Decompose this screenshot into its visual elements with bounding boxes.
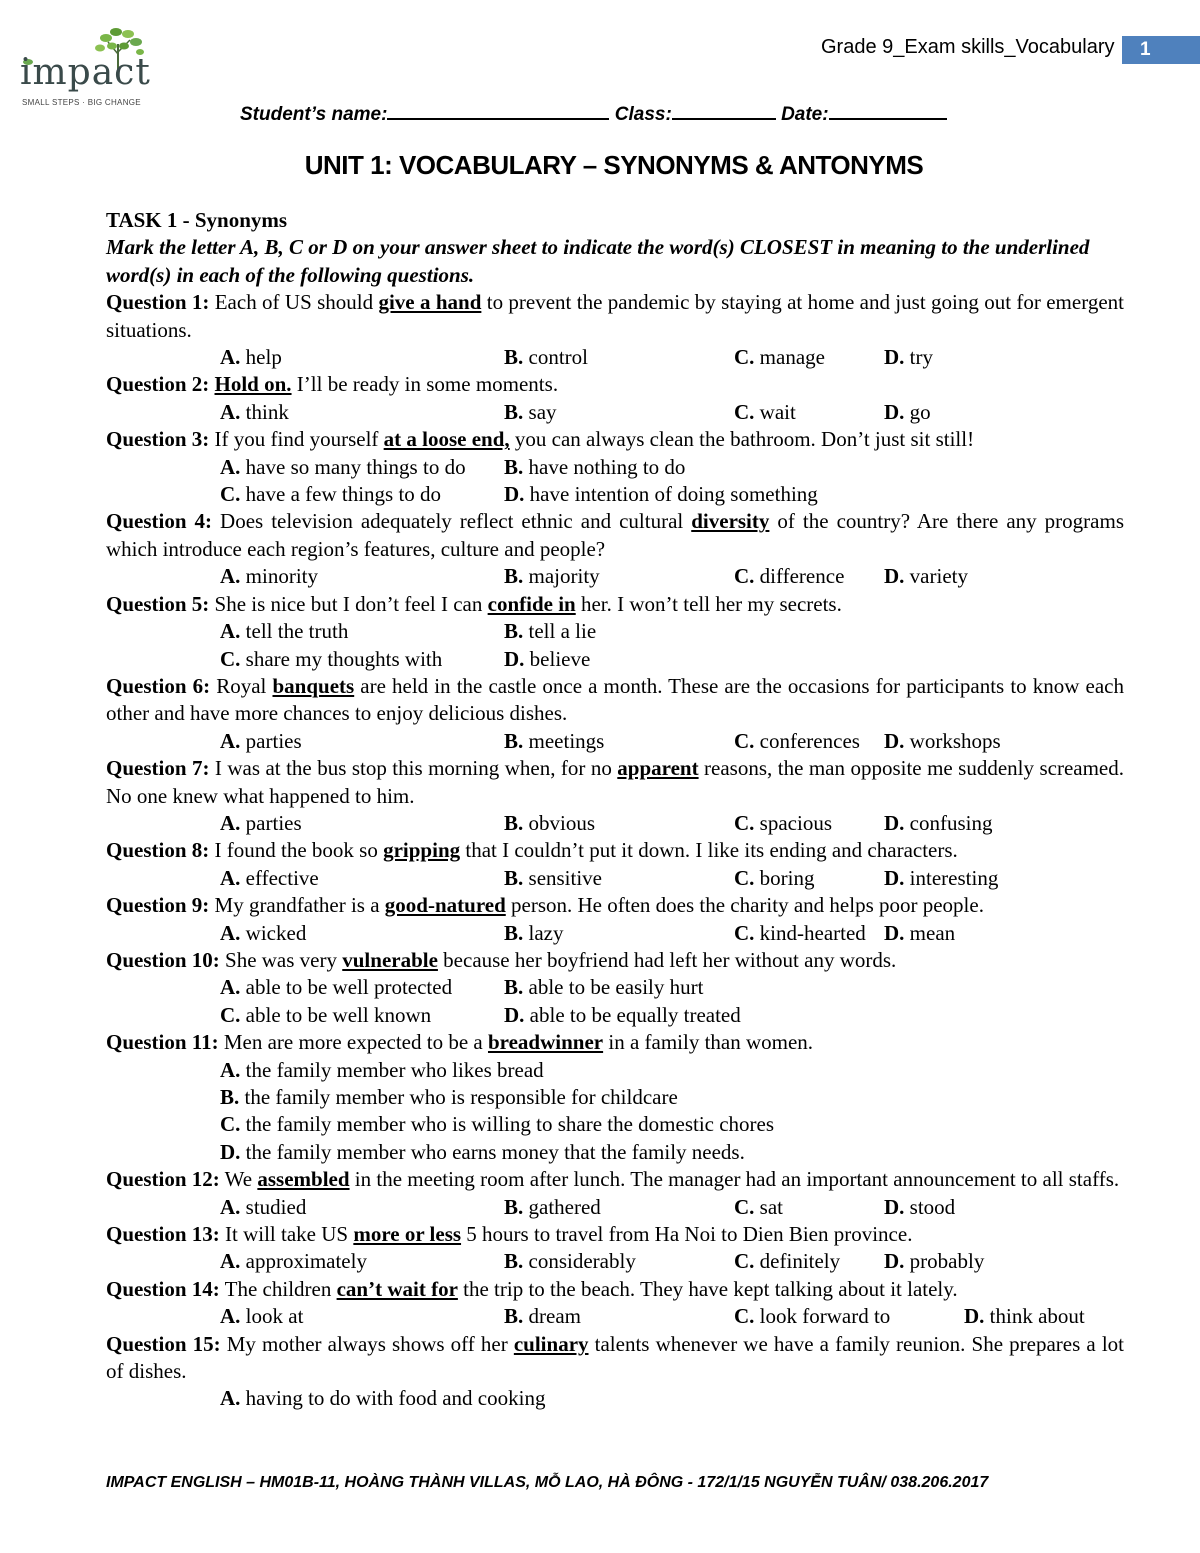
option-letter: A.	[220, 1304, 241, 1329]
answer-option-d[interactable]	[504, 646, 590, 673]
option-text: approximately	[245, 1249, 367, 1274]
answer-option-d[interactable]	[884, 563, 968, 590]
option-text: stood	[909, 1194, 956, 1219]
answer-option-a[interactable]	[220, 974, 504, 1001]
question-text: Each of US should	[209, 290, 379, 315]
option-letter: B.	[504, 1304, 524, 1329]
question-text: in a family than women.	[603, 1030, 814, 1055]
option-letter: B.	[504, 619, 524, 644]
option-text: definitely	[759, 1249, 841, 1274]
unit-title: UNIT 1: VOCABULARY – SYNONYMS & ANTONYMS	[304, 150, 924, 180]
answer-option-d[interactable]	[220, 1139, 1124, 1166]
option-text: try	[909, 345, 933, 370]
option-text: have a few things to do	[245, 482, 442, 507]
question-text: If you find yourself	[209, 427, 384, 452]
question-5	[106, 591, 1124, 618]
option-text: obvious	[528, 810, 596, 835]
option-text: sensitive	[528, 865, 603, 890]
option-letter: D.	[884, 399, 905, 424]
answer-option-a[interactable]	[220, 1248, 504, 1275]
student-info-line	[240, 100, 947, 126]
option-text: interesting	[909, 865, 999, 890]
option-letter: B.	[504, 865, 524, 890]
option-text: able to be well protected	[245, 975, 453, 1000]
options-row	[106, 1303, 1124, 1330]
option-letter: B.	[504, 728, 524, 753]
question-text: to prevent the pandemic by staying at home and just going out for emergent situations.	[106, 290, 1124, 342]
answer-option-d[interactable]	[884, 865, 998, 892]
question-15	[106, 1331, 1124, 1386]
option-letter: A.	[220, 399, 241, 424]
underlined-term: Hold on.	[214, 372, 292, 397]
options-row	[106, 1385, 1124, 1412]
option-text: difference	[759, 564, 845, 589]
options-row	[106, 618, 1124, 645]
options-row	[106, 646, 1124, 673]
answer-option-b[interactable]	[504, 454, 685, 481]
answer-option-d[interactable]	[964, 1303, 1085, 1330]
date-label: Date:	[781, 104, 829, 125]
document-header-title: Grade 9_Exam skills_Vocabulary	[821, 36, 1115, 58]
answer-option-c[interactable]	[734, 1303, 964, 1330]
question-text: I was at the bus stop this morning when, for no	[209, 756, 618, 781]
question-1	[106, 289, 1124, 344]
option-text: parties	[245, 728, 302, 753]
option-text: mean	[909, 920, 956, 945]
option-letter: A.	[220, 728, 241, 753]
underlined-term: apparent	[617, 756, 699, 781]
question-label: Question 3:	[106, 427, 210, 452]
options-row	[106, 1194, 1124, 1221]
answer-option-b[interactable]	[220, 1084, 1124, 1111]
logo-wordmark: impact	[20, 52, 151, 93]
question-text: reasons, the man opposite me suddenly screamed. No one knew what happened to him.	[106, 756, 1124, 808]
answer-option-c[interactable]	[220, 481, 504, 508]
answer-option-b[interactable]	[504, 810, 734, 837]
option-text: dream	[528, 1304, 581, 1329]
question-label: Question 2:	[106, 372, 210, 397]
option-letter: A.	[220, 454, 241, 479]
question-9	[106, 892, 1124, 919]
option-text: the family member who is willing to share the domestic chores	[245, 1112, 775, 1137]
question-text: Royal	[210, 673, 273, 698]
answer-option-a[interactable]	[220, 865, 504, 892]
option-letter: A.	[220, 1057, 241, 1082]
answer-option-c[interactable]	[220, 646, 504, 673]
option-text: think about	[989, 1304, 1085, 1329]
option-text: have nothing to do	[528, 454, 686, 479]
question-text: She is nice but I don’t feel I can	[209, 591, 488, 616]
question-text: because her boyfriend had left her without any words.	[437, 947, 897, 972]
answer-option-d[interactable]	[884, 810, 993, 837]
question-label: Question 10:	[106, 947, 220, 972]
answer-option-c[interactable]	[734, 1194, 884, 1221]
answer-option-b[interactable]	[504, 728, 734, 755]
options-row	[106, 728, 1124, 755]
underlined-term: breadwinner	[487, 1030, 604, 1055]
option-text: majority	[528, 564, 600, 589]
option-letter: B.	[504, 564, 524, 589]
underlined-term: more or less	[353, 1222, 462, 1247]
option-letter: C.	[734, 865, 755, 890]
question-text: Does television adequately reflect ethnic and cultural	[212, 509, 692, 534]
question-text: are held in the castle once a month. These are the occasions for participants to know each other and have more chances to enjoy delicious dishes.	[106, 673, 1124, 726]
answer-option-c[interactable]	[734, 399, 884, 426]
question-11	[106, 1029, 1124, 1056]
student-name-label: Student’s name:	[240, 104, 388, 125]
underlined-term: give a hand	[378, 290, 482, 315]
underlined-term: can’t wait for	[336, 1276, 458, 1301]
question-7	[106, 755, 1124, 810]
option-text: lazy	[528, 920, 564, 945]
class-blank[interactable]	[672, 100, 776, 120]
underlined-term: diversity	[691, 509, 770, 534]
option-letter: C.	[734, 345, 755, 370]
option-letter: B.	[504, 810, 524, 835]
option-text: kind-hearted	[759, 920, 866, 945]
option-letter: B.	[504, 345, 524, 370]
option-text: confusing	[909, 810, 993, 835]
answer-option-a[interactable]	[220, 454, 504, 481]
student-name-blank[interactable]	[387, 100, 609, 120]
question-text: her. I won’t tell her my secrets.	[575, 591, 842, 616]
question-label: Question 5:	[106, 591, 210, 616]
option-letter: A.	[220, 564, 241, 589]
task-instruction: Mark the letter A, B, C or D on your answer sheet to indicate the word(s) CLOSEST in meaning to the underlined word(s) in each of the following questions.	[106, 235, 1090, 287]
answer-option-c[interactable]	[734, 865, 884, 892]
answer-option-a[interactable]	[220, 1303, 504, 1330]
page-footer: IMPACT ENGLISH – HM01B-11, HOÀNG THÀNH VILLAS, MỖ LAO, HÀ ĐÔNG - 172/1/15 NGUYỄN TUÂN/ 038.206.2017	[106, 1474, 989, 1491]
option-letter: D.	[884, 865, 905, 890]
option-text: parties	[245, 810, 302, 835]
option-text: control	[528, 345, 588, 370]
question-10	[106, 947, 1124, 974]
options-row	[106, 1248, 1124, 1275]
answer-option-a[interactable]	[220, 920, 504, 947]
option-letter: D.	[884, 920, 905, 945]
option-letter: B.	[504, 454, 524, 479]
options-row	[106, 1111, 1124, 1138]
date-blank[interactable]	[829, 100, 947, 120]
option-letter: A.	[220, 1194, 241, 1219]
option-letter: A.	[220, 975, 241, 1000]
option-letter: B.	[220, 1085, 240, 1109]
option-letter: C.	[220, 1112, 241, 1137]
option-letter: B.	[504, 399, 524, 424]
answer-option-d[interactable]	[504, 1002, 741, 1029]
answer-option-d[interactable]	[504, 481, 818, 508]
answer-option-b[interactable]	[504, 618, 596, 645]
answer-option-c[interactable]	[734, 1248, 884, 1275]
answer-option-c[interactable]	[220, 1111, 1124, 1138]
option-letter: D.	[884, 810, 905, 835]
question-label: Question 7:	[106, 756, 210, 781]
options-row	[106, 344, 1124, 371]
options-row	[106, 1002, 1124, 1029]
answer-option-a[interactable]	[220, 344, 504, 371]
option-letter: C.	[734, 1304, 755, 1329]
answer-option-c[interactable]	[220, 1002, 504, 1029]
option-text: have intention of doing something	[529, 482, 818, 507]
question-text: in the meeting room after lunch. The manager had an important announcement to all staffs.	[349, 1167, 1120, 1192]
answer-option-c[interactable]	[734, 728, 884, 755]
option-text: tell a lie	[528, 619, 597, 644]
answer-option-d[interactable]	[884, 344, 933, 371]
option-letter: B.	[504, 1194, 524, 1219]
underlined-term: vulnerable	[342, 947, 438, 972]
option-text: spacious	[759, 810, 832, 835]
question-label: Question 6:	[106, 673, 211, 698]
question-list	[106, 289, 1124, 1413]
option-text: wicked	[245, 920, 307, 945]
option-text: having to do with food and cooking	[245, 1386, 546, 1411]
answer-option-d[interactable]	[884, 728, 1001, 755]
answer-option-a[interactable]	[220, 399, 504, 426]
question-text: It will take US	[219, 1222, 354, 1247]
options-row	[106, 1139, 1124, 1166]
answer-option-d[interactable]	[884, 399, 931, 426]
question-text: person. He often does the charity and helps poor people.	[505, 893, 984, 918]
question-text: My mother always shows off her	[220, 1331, 514, 1356]
page-number-badge: 1	[1122, 36, 1200, 64]
answer-option-b[interactable]	[504, 920, 734, 947]
option-letter: C.	[734, 810, 755, 835]
question-3	[106, 426, 1124, 453]
answer-option-a[interactable]	[220, 618, 504, 645]
option-text: sat	[759, 1194, 783, 1219]
question-label: Question 11:	[106, 1030, 219, 1055]
option-text: conferences	[759, 728, 860, 753]
option-letter: A.	[220, 345, 241, 370]
option-letter: A.	[220, 920, 241, 945]
question-label: Question 15:	[106, 1331, 221, 1356]
option-letter: D.	[884, 1194, 905, 1219]
answer-option-b[interactable]	[504, 1303, 734, 1330]
option-text: share my thoughts with	[245, 646, 443, 671]
option-letter: A.	[220, 810, 241, 835]
answer-option-a[interactable]	[220, 1194, 504, 1221]
option-letter: D.	[220, 1139, 241, 1164]
option-text: gathered	[528, 1194, 601, 1219]
option-text: able to be equally treated	[529, 1002, 741, 1027]
options-row	[106, 563, 1124, 590]
option-text: think	[245, 399, 289, 424]
option-letter: A.	[220, 1249, 241, 1274]
option-text: say	[528, 399, 557, 424]
option-text: workshops	[909, 728, 1001, 753]
answer-option-d[interactable]	[884, 920, 955, 947]
option-letter: D.	[884, 1249, 905, 1274]
options-row	[106, 974, 1124, 1001]
option-letter: A.	[220, 865, 241, 890]
underlined-term: at a loose end,	[383, 427, 510, 452]
underlined-term: confide in	[487, 591, 576, 616]
impact-logo	[16, 24, 156, 114]
options-row	[106, 399, 1124, 426]
option-text: have so many things to do	[245, 454, 466, 479]
question-label: Question 14:	[106, 1276, 220, 1301]
logo-tagline: SMALL STEPS · BIG CHANGE	[22, 98, 141, 107]
answer-option-c[interactable]	[734, 810, 884, 837]
option-text: look forward to	[759, 1304, 891, 1329]
option-text: manage	[759, 345, 825, 370]
option-text: wait	[759, 399, 796, 424]
question-text: talents whenever we have a family reunion. She prepares a lot of dishes.	[106, 1331, 1124, 1384]
answer-option-c[interactable]	[734, 563, 884, 590]
option-text: able to be well known	[245, 1002, 432, 1027]
answer-option-c[interactable]	[734, 920, 884, 947]
answer-option-c[interactable]	[734, 344, 884, 371]
underlined-term: culinary	[513, 1331, 589, 1356]
options-row	[106, 810, 1124, 837]
option-letter: C.	[220, 646, 241, 671]
option-text: tell the truth	[245, 619, 349, 644]
question-text: We	[219, 1167, 258, 1192]
option-letter: B.	[504, 1249, 524, 1274]
option-letter: D.	[504, 1002, 525, 1027]
question-13	[106, 1221, 1124, 1248]
question-label: Question 12:	[106, 1167, 220, 1192]
question-text: of the country? Are there any programs which introduce each region’s features, culture and people?	[106, 509, 1124, 561]
answer-option-b[interactable]	[504, 344, 734, 371]
options-row	[106, 865, 1124, 892]
class-label: Class:	[614, 104, 672, 125]
option-text: meetings	[528, 728, 605, 753]
answer-option-b[interactable]	[504, 1248, 734, 1275]
question-text: She was very	[219, 947, 343, 972]
option-text: minority	[245, 564, 319, 589]
option-letter: C.	[734, 564, 755, 589]
option-letter: A.	[220, 619, 241, 644]
option-letter: D.	[884, 564, 905, 589]
option-letter: C.	[220, 1002, 241, 1027]
question-text: the trip to the beach. They have kept talking about it lately.	[457, 1276, 958, 1301]
task-title: TASK 1 - Synonyms	[106, 208, 288, 232]
option-text: probably	[909, 1249, 985, 1274]
question-12	[106, 1166, 1124, 1193]
answer-option-d[interactable]	[884, 1248, 984, 1275]
question-label: Question 1:	[106, 290, 210, 315]
question-text: 5 hours to travel from Ha Noi to Dien Bien province.	[461, 1222, 913, 1247]
option-text: the family member who earns money that the family needs.	[245, 1139, 745, 1164]
options-row	[106, 1084, 1124, 1111]
options-row	[106, 454, 1124, 481]
option-letter: C.	[220, 482, 241, 507]
option-letter: D.	[884, 345, 905, 370]
question-label: Question 4:	[106, 509, 213, 534]
underlined-term: assembled	[257, 1167, 350, 1192]
option-letter: D.	[884, 728, 905, 753]
question-label: Question 9:	[106, 893, 210, 918]
answer-option-b[interactable]	[504, 1194, 734, 1221]
answer-option-a[interactable]	[220, 810, 504, 837]
question-text: that I couldn’t put it down. I like its ending and characters.	[460, 838, 958, 863]
underlined-term: good-natured	[384, 893, 506, 918]
option-letter: B.	[504, 920, 524, 945]
answer-option-a[interactable]	[220, 1385, 1124, 1412]
option-text: look at	[245, 1304, 304, 1329]
question-label: Question 8:	[106, 838, 210, 863]
answer-option-a[interactable]	[220, 728, 504, 755]
options-row	[106, 1057, 1124, 1084]
option-text: considerably	[528, 1249, 636, 1274]
option-text: variety	[909, 564, 968, 589]
option-text: able to be easily hurt	[528, 975, 704, 1000]
option-text: the family member who is responsible for childcare	[244, 1085, 678, 1109]
answer-option-b[interactable]	[504, 399, 734, 426]
option-text: the family member who likes bread	[245, 1057, 544, 1082]
answer-option-d[interactable]	[884, 1194, 955, 1221]
answer-option-a[interactable]	[220, 563, 504, 590]
answer-option-b[interactable]	[504, 865, 734, 892]
option-text: boring	[759, 865, 815, 890]
option-letter: C.	[734, 728, 755, 753]
option-letter: B.	[504, 975, 524, 1000]
underlined-term: banquets	[272, 673, 355, 698]
question-text: I found the book so	[209, 838, 384, 863]
question-text: The children	[219, 1276, 337, 1301]
answer-option-a[interactable]	[220, 1057, 1124, 1084]
option-letter: C.	[734, 920, 755, 945]
question-text: I’ll be ready in some moments.	[291, 372, 559, 397]
option-text: effective	[245, 865, 319, 890]
option-letter: C.	[734, 1194, 755, 1219]
option-letter: A.	[220, 1386, 241, 1411]
question-6	[106, 673, 1124, 728]
question-2	[106, 371, 1124, 398]
question-text: My grandfather is a	[209, 893, 385, 918]
option-text: help	[245, 345, 282, 370]
option-text: believe	[529, 646, 591, 671]
question-text: Men are more expected to be a	[218, 1030, 488, 1055]
underlined-term: gripping	[383, 838, 461, 863]
options-row	[106, 481, 1124, 508]
question-label: Question 13:	[106, 1222, 220, 1247]
option-letter: C.	[734, 1249, 755, 1274]
question-text: you can always clean the bathroom. Don’t just sit still!	[509, 427, 975, 452]
question-14	[106, 1276, 1124, 1303]
option-letter: C.	[734, 399, 755, 424]
option-text: go	[909, 399, 931, 424]
answer-option-b[interactable]	[504, 563, 734, 590]
options-row	[106, 920, 1124, 947]
answer-option-b[interactable]	[504, 974, 703, 1001]
option-letter: D.	[504, 482, 525, 507]
question-8	[106, 837, 1124, 864]
option-text: studied	[245, 1194, 307, 1219]
question-4	[106, 508, 1124, 563]
option-letter: D.	[964, 1304, 985, 1329]
option-letter: D.	[504, 646, 525, 671]
worksheet-content	[106, 207, 1124, 1413]
